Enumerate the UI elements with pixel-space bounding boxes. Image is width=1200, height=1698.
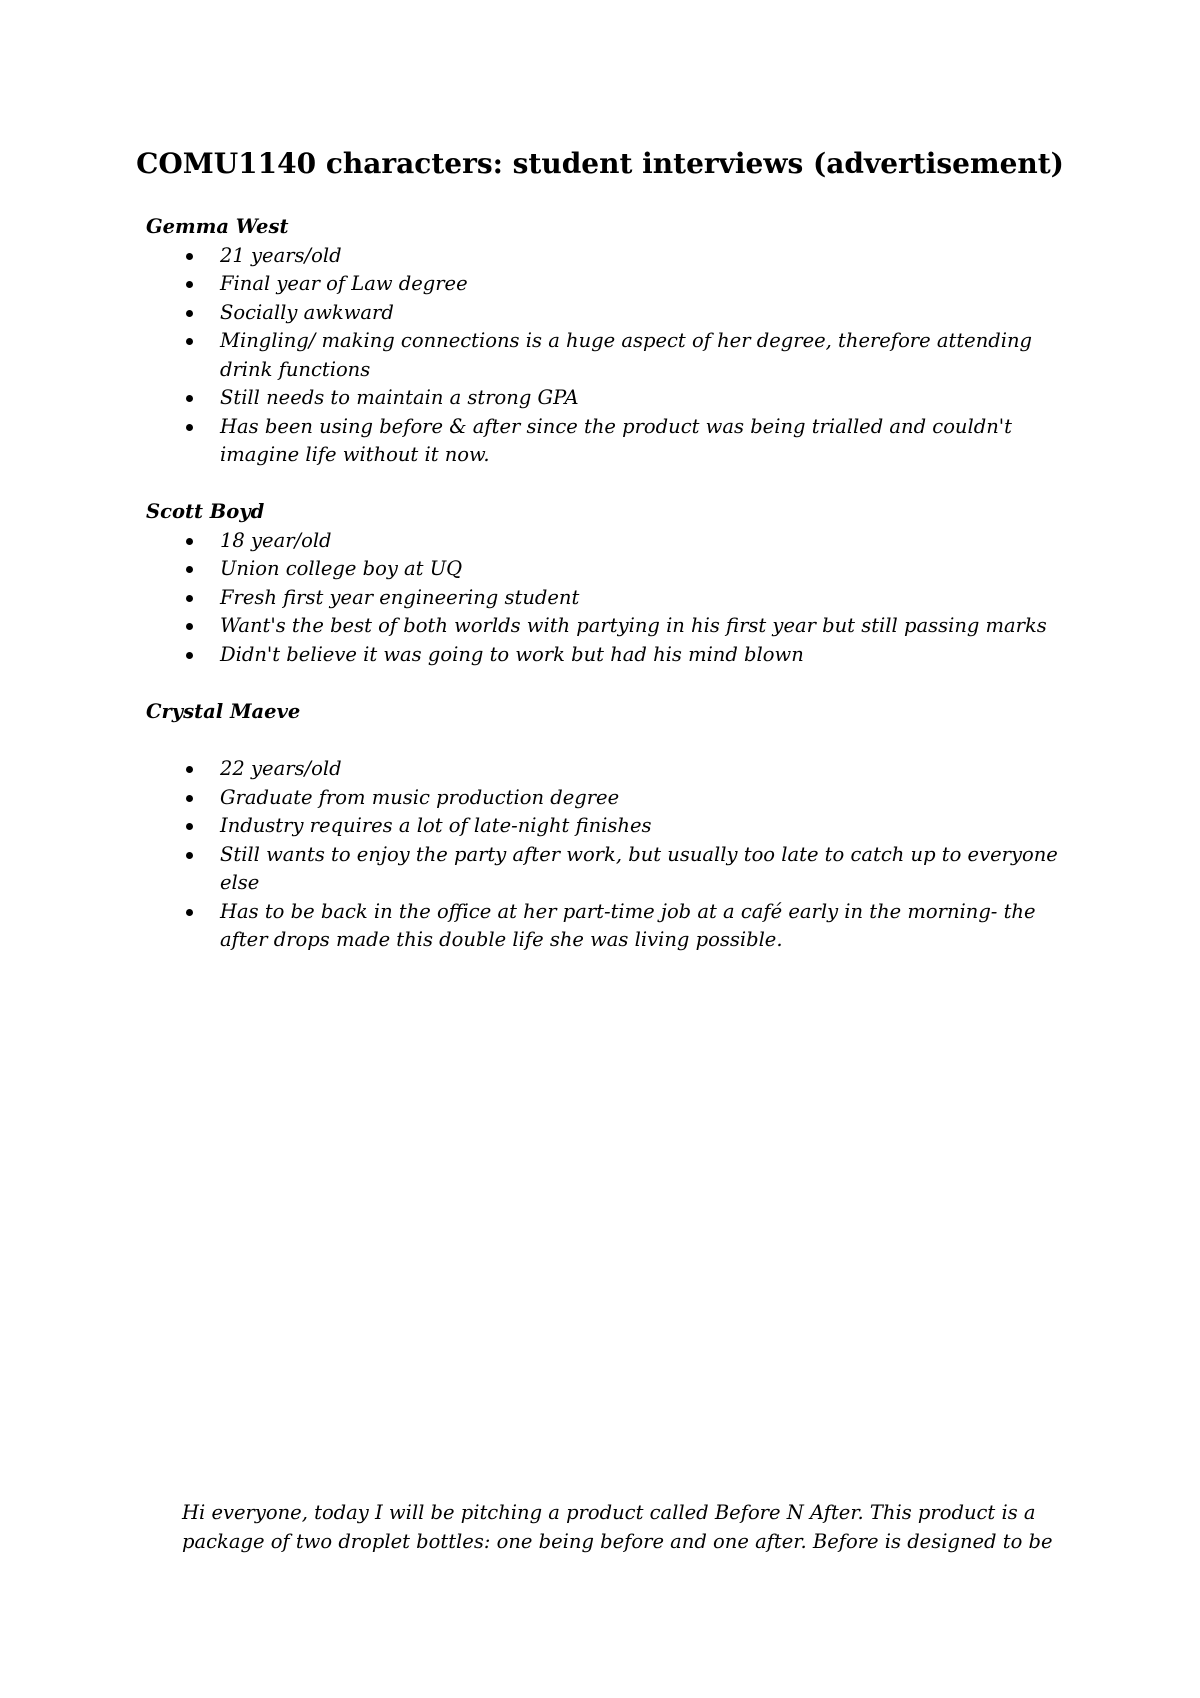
- list-item-text: 21 years/old: [220, 243, 342, 267]
- list-item-text: Industry requires a lot of late-night finishes: [220, 814, 652, 837]
- list-item: [146, 784, 1076, 813]
- list-item-text: 18 year/old: [220, 528, 332, 552]
- bullet-icon: [186, 310, 193, 317]
- character-crystal-maeve: [146, 698, 1076, 955]
- list-item-text: 22 years/old: [220, 757, 342, 780]
- list-item-text: Fresh first year engineering student: [220, 585, 580, 609]
- character-name: Gemma West: [146, 215, 289, 238]
- bullet-icon: [186, 823, 193, 830]
- list-item: [146, 812, 1076, 841]
- bullet-icon: [186, 909, 193, 916]
- list-item-text: Still wants to enjoy the party after work, but usually too late to catch up to everyone else: [220, 842, 1058, 894]
- list-item: [146, 384, 1076, 413]
- list-item: [146, 898, 1076, 955]
- pitch-line: package of two droplet bottles: one being before and one after. Before is designed to be: [182, 1530, 1053, 1553]
- bullet-icon: [186, 538, 193, 545]
- bullet-icon: [186, 766, 193, 773]
- list-item: [146, 413, 1076, 470]
- list-item-text: Graduate from music production degree: [220, 785, 620, 809]
- list-item: [146, 755, 1076, 784]
- list-item: [146, 641, 1076, 670]
- character-name: Scott Boyd: [146, 500, 265, 523]
- character-bullet-list: [146, 242, 1076, 470]
- list-item: [146, 299, 1076, 328]
- bullet-icon: [186, 652, 193, 659]
- list-item: [146, 841, 1076, 898]
- character-bullet-list: [146, 755, 1076, 955]
- bullet-icon: [186, 253, 193, 260]
- list-item: [146, 327, 1076, 384]
- bullet-icon: [186, 395, 193, 402]
- bullet-icon: [186, 595, 193, 602]
- character-scott-boyd: [146, 498, 1076, 669]
- pitch-paragraph: [182, 1498, 1082, 1556]
- list-item-text: Socially awkward: [220, 300, 394, 324]
- bullet-icon: [186, 795, 193, 802]
- bullet-icon: [186, 623, 193, 630]
- list-item-text: Want's the best of both worlds with partying in his first year but still passing marks: [220, 614, 1047, 637]
- bullet-icon: [186, 566, 193, 573]
- character-gemma-west: [146, 213, 1076, 470]
- blank-line: [146, 727, 1076, 756]
- bullet-icon: [186, 852, 193, 859]
- list-item-text: Mingling/ making connections is a huge aspect of her degree, therefore attending drink functions: [220, 329, 1033, 381]
- bullet-icon: [186, 424, 193, 431]
- list-item-text: Has to be back in the office at her part-time job at a café early in the morning- the after drops made this double life she was living possible.: [220, 899, 1036, 951]
- list-item-text: Union college boy at UQ: [220, 557, 463, 580]
- list-item-text: Has been using before & after since the product was being trialled and couldn't imagine life without it now.: [220, 414, 1012, 466]
- list-item: [146, 555, 1076, 584]
- list-item-text: Still needs to maintain a strong GPA: [220, 386, 579, 409]
- character-name: Crystal Maeve: [146, 700, 301, 723]
- list-item-text: Didn't believe it was going to work but had his mind blown: [220, 642, 804, 666]
- list-item: [146, 270, 1076, 299]
- document-title: COMU1140 characters: student interviews (advertisement): [136, 147, 1064, 180]
- character-bullet-list: [146, 527, 1076, 670]
- bullet-icon: [186, 338, 193, 345]
- pitch-line: Hi everyone, today I will be pitching a product called Before N After. This product is a: [182, 1501, 1036, 1524]
- list-item: [146, 612, 1076, 641]
- bullet-icon: [186, 281, 193, 288]
- list-item-text: Final year of Law degree: [220, 272, 468, 295]
- list-item: [146, 527, 1076, 556]
- list-item: [146, 584, 1076, 613]
- list-item: [146, 242, 1076, 271]
